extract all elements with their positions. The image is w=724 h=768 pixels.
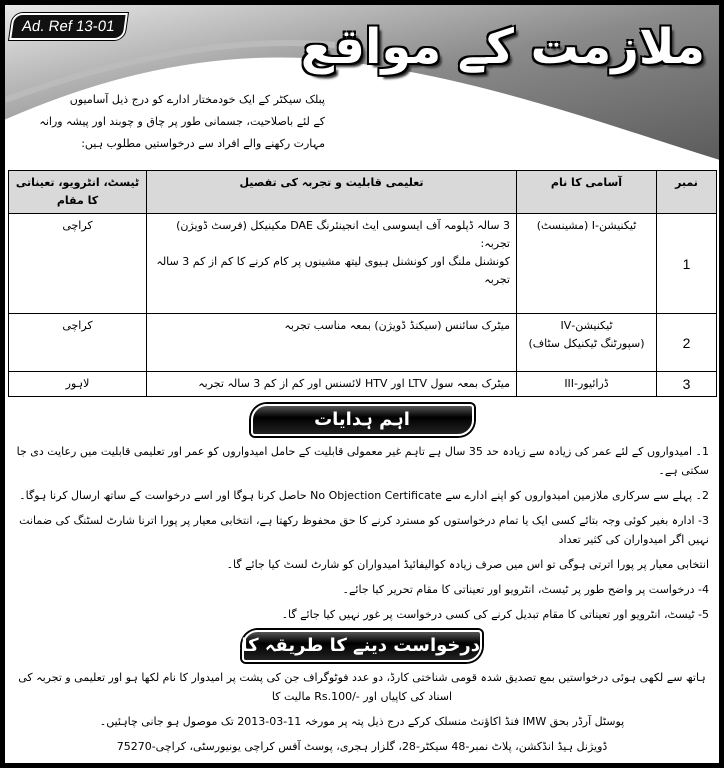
row-qualification (147, 214, 517, 314)
row-number: 2 (657, 314, 717, 372)
instruction-item: 4- درخواست پر واضح طور پر ٹیسٹ، انٹرویو اور تعیناتی کا مقام تحریر کیا جائے۔ (342, 583, 709, 596)
instruction-item: انتخابی معیار پر پورا اترتی ہوگی تو اس میں صرف زیادہ کوالیفائیڈ امیدواران کو شارٹ لسٹ کیا جائے گا۔ (226, 558, 709, 571)
application-procedure-heading: درخواست دینے کا طریقہ کار (242, 630, 482, 662)
qual-line: میٹرک سائنس (سیکنڈ ڈویژن) بمعہ مناسب تجربہ (284, 319, 510, 332)
table-row (9, 214, 717, 314)
header-post: آسامی کا نام (517, 171, 657, 214)
vacancies-table (8, 170, 717, 397)
table-row (9, 372, 717, 397)
row-post (517, 214, 657, 314)
header-banner (5, 5, 719, 168)
address-line: ڈویژنل ہیڈ انڈکشن، پلاٹ نمبر-48 سیکٹر-28، گلزار ہجری، پوسٹ آفس کراچی یونیورسٹی، کراچی-75270 (116, 740, 608, 753)
header-number: نمبر (657, 171, 717, 214)
post-name: ٹیکنیشن-IV (560, 319, 613, 332)
row-number: 1 (657, 214, 717, 314)
page-title: ملازمت کے مواقع (300, 19, 705, 75)
row-place: کراچی (9, 314, 147, 372)
table-header-row (9, 171, 717, 214)
instruction-item: 3- ادارہ بغیر کوئی وجہ بتائے کسی ایک یا تمام درخواستوں کو مسترد کرنے کا حق محفوظ رکھتا ہے، انتخابی معیار پر پورا اترنا شارٹ لسٹنگ کی ضمانت نہیں اگر امیدواران کی کثیر تعداد (19, 514, 709, 546)
row-qualification (147, 314, 517, 372)
job-advertisement (5, 5, 719, 763)
intro-line: مہارت رکھنے والے افراد سے درخواستیں مطلوب ہیں: (81, 137, 325, 150)
instruction-item: 5- ٹیسٹ، انٹرویو اور تعیناتی کا مقام تبدیل کرنے کی کسی درخواست پر غور نہیں کیا جائے گا۔ (281, 608, 709, 621)
instruction-item: 1۔ امیدواروں کے لئے عمر کی زیادہ سے زیادہ حد 35 سال ہے تاہم غیر معمولی قابلیت کے حامل امیدواروں کو عمر اور تعلیمی قابلیت میں رعایت دی جا سکتی ہے۔ (16, 445, 709, 477)
qual-line: تجربہ: (480, 237, 510, 250)
post-subtitle: (سپورٹنگ ٹیکنیکل سٹاف) (528, 337, 645, 350)
row-post: ڈرائیور-III (517, 372, 657, 397)
intro-line: پبلک سیکٹر کے ایک خودمختار ادارے کو درج ذیل آسامیوں (69, 93, 325, 106)
instruction-item: 2۔ پہلے سے سرکاری ملازمین امیدواروں کو اپنے ادارے سے No Objection Certificate حاصل کرنا ہوگا اور اسے درخواست کے ساتھ ارسال کرنا ہوگا۔ (19, 489, 709, 502)
row-post (517, 314, 657, 372)
post-name: ٹیکنیشن-I (مشینسٹ) (536, 219, 637, 232)
instructions-heading: اہم ہدایات (251, 404, 474, 436)
qual-line: 3 سالہ ڈپلومہ آف ایسوسی ایٹ انجینئرنگ DAE مکینیکل (فرسٹ ڈویژن) (176, 219, 510, 232)
qual-line: کونشنل ملنگ اور کونشنل ہیوی لیتھ مشینوں پر کام کرنے کا کم از کم 3 سالہ تجربہ (156, 255, 510, 286)
intro-text (15, 89, 325, 155)
row-place: لاہور (9, 372, 147, 397)
procedure-line: پوسٹل آرڈر بحق IMW فنڈ اکاؤنٹ منسلک کرکے درج ذیل پتہ پر مورخہ 11-03-2013 تک موصول ہو جانی چاہئیں۔ (99, 715, 625, 728)
row-qualification: میٹرک بمعہ سول LTV اور HTV لائسنس اور کم از کم 3 سالہ تجربہ (147, 372, 517, 397)
header-qualification: تعلیمی قابلیت و تجربہ کی تفصیل (147, 171, 517, 214)
intro-line: کے لئے باصلاحیت، جسمانی طور پر چاق و چوبند اور پیشہ ورانہ (39, 115, 325, 128)
procedure-line: ہاتھ سے لکھی ہوئی درخواستیں بمع تصدیق شدہ قومی شناختی کارڈ، دو عدد فوٹوگراف جن کی پشت پر امیدوار کا نام لکھا ہو اور تعلیمی و تجربہ کی اسناد کی کاپیاں اور -/Rs.100 مالیت کا (18, 671, 706, 703)
header-place: ٹیسٹ، انٹرویو، تعیناتی کا مقام (9, 171, 147, 214)
ad-reference-badge: Ad. Ref 13-01 (9, 13, 127, 40)
table-row (9, 314, 717, 372)
row-number: 3 (657, 372, 717, 397)
row-place: کراچی (9, 214, 147, 314)
lower-section (5, 397, 719, 763)
